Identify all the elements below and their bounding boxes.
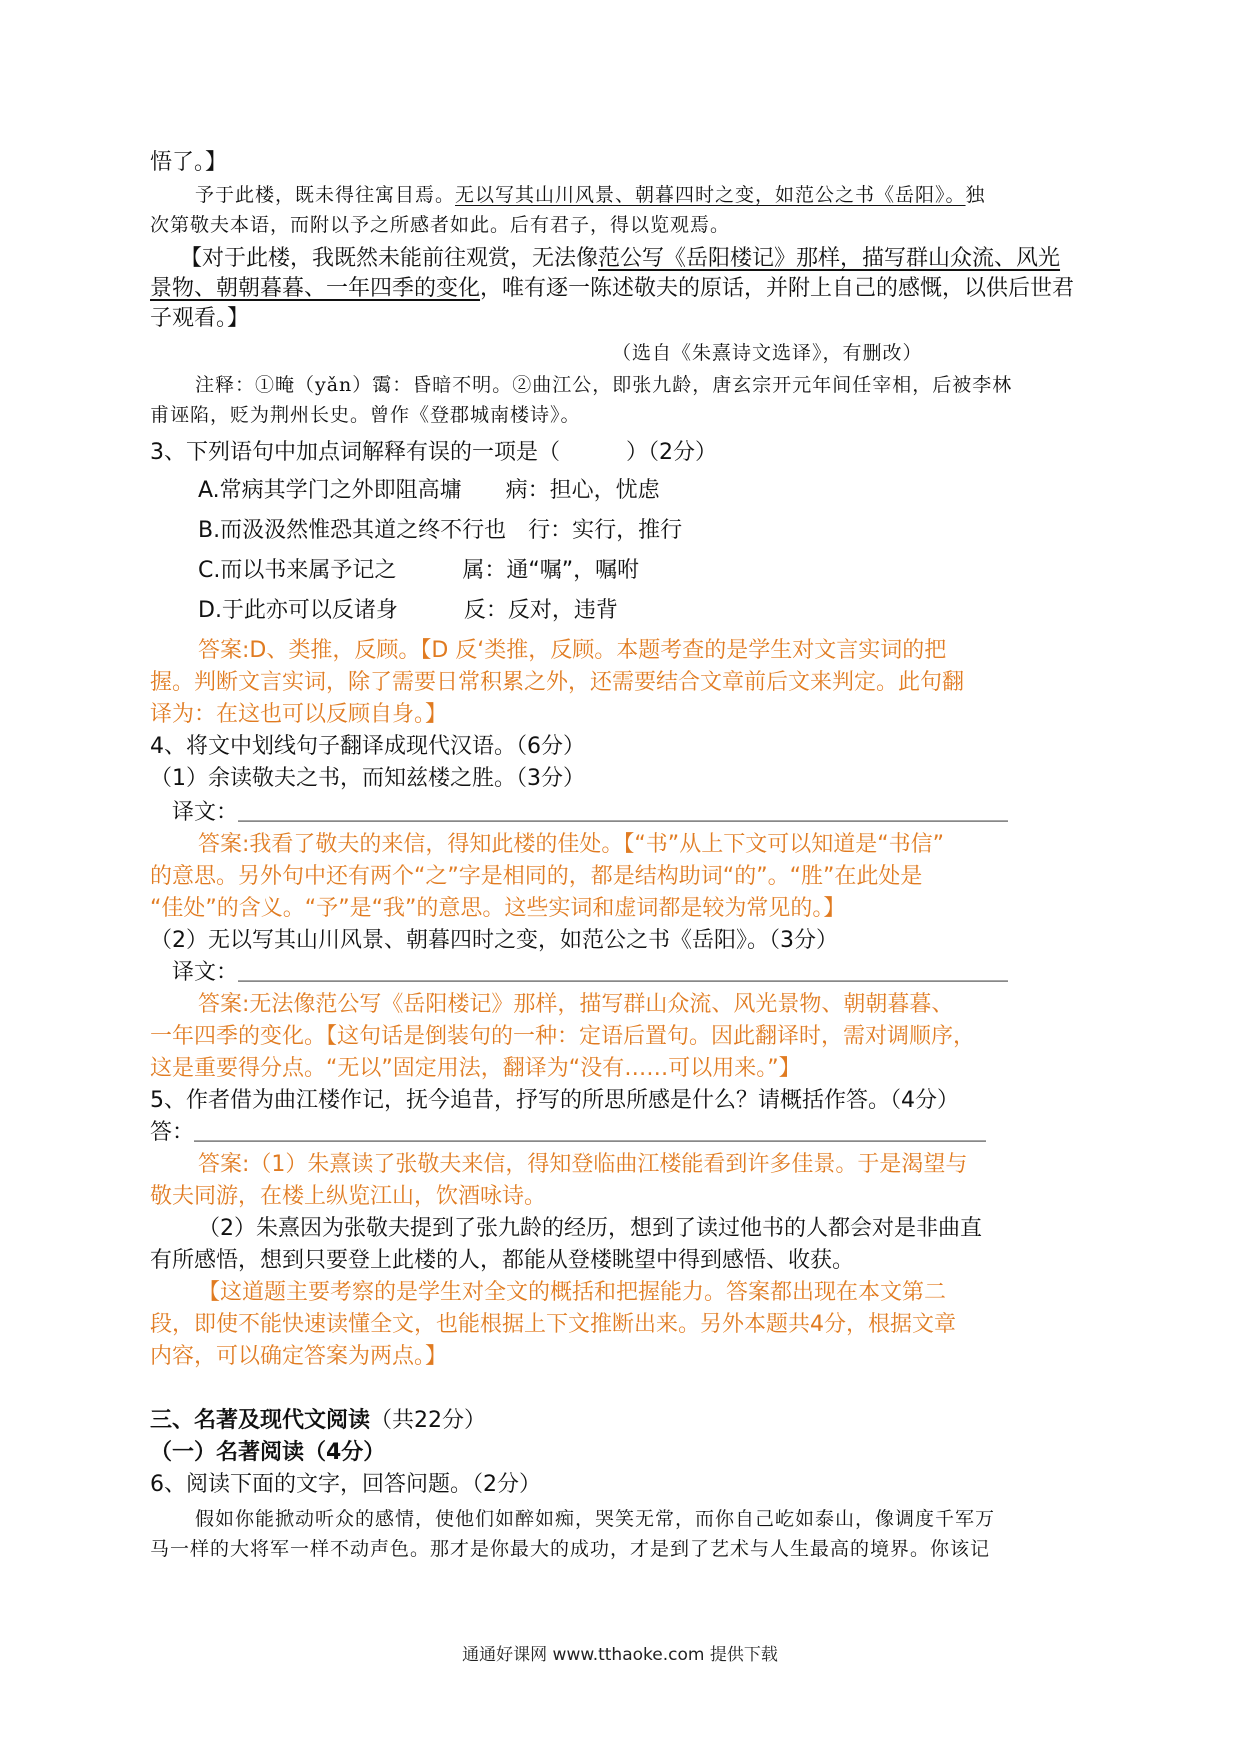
text-line: 次第敬夫本语，而附以予之所感者如此。后有君子，得以览观焉。 <box>150 214 731 236</box>
answer-line: 的意思。另外句中还有两个“之”字是相同的，都是结构助词“的”。“胜”在此处是 <box>150 864 923 889</box>
answer-line: 一年四季的变化。【这句话是倒装句的一种：定语后置句。因此翻译时，需对调顺序， <box>150 1024 976 1049</box>
page-footer: 通通好课网 www.tthaoke.com 提供下载 <box>462 1645 778 1665</box>
option-a: A.常病其学门之外即阻高墉 病：担心，忧虑 <box>198 478 660 503</box>
option-d: D.于此亦可以反诸身 反：反对，违背 <box>198 598 618 623</box>
question-4: 4、将文中划线句子翻译成现代汉语。（6分） <box>150 734 585 759</box>
subsection-heading: （一）名著阅读（4分） <box>150 1440 386 1465</box>
question-3: 3、下列语句中加点词解释有误的一项是（ ）（2分） <box>150 440 717 465</box>
annotation-line: 甫诬陷，贬为荆州长史。曾作《登郡城南楼诗》。 <box>150 404 581 426</box>
answer-line: 有所感悟，想到只要登上此楼的人，都能从登楼眺望中得到感悟、收获。 <box>150 1248 855 1273</box>
question-4-1: （1）余读敬夫之书，而知兹楼之胜。（3分） <box>150 766 585 791</box>
translation-blank: 译文：＿＿＿＿＿＿＿＿＿＿＿＿＿＿＿＿＿＿＿＿＿＿＿＿＿＿＿＿＿＿＿＿＿＿＿ <box>172 960 1009 985</box>
answer-line: （2）朱熹因为张敬夫提到了张九龄的经历，想到了读过他书的人都会对是非曲直 <box>198 1216 982 1241</box>
answer-line: 握。判断文言实词，除了需要日常积累之外，还需要结合文章前后文来判定。此句翻 <box>150 670 965 695</box>
text-line: 【对于此楼，我既然未能前往观赏，无法像范公写《岳阳楼记》那样，描写群山众流、风光 <box>180 246 1061 271</box>
answer-line: 答案:我看了敬夫的来信，得知此楼的佳处。【“书”从上下文可以知道是“书信” <box>198 832 945 857</box>
option-b: B.而汲汲然惟恐其道之终不行也 行：实行，推行 <box>198 518 683 543</box>
text-line: 予于此楼，既未得往寓目焉。无以写其山川风景、朝暮四时之变，如范公之书《岳阳》。独 <box>195 184 986 206</box>
answer-line: 敬夫同游，在楼上纵览江山，饮酒咏诗。 <box>150 1184 547 1209</box>
question-6: 6、阅读下面的文字，回答问题。（2分） <box>150 1472 541 1497</box>
answer-line: 译为：在这也可以反顾自身。】 <box>150 702 448 727</box>
answer-line: 内容，可以确定答案为两点。】 <box>150 1344 448 1369</box>
reading-passage-line: 马一样的大将军一样不动声色。那才是你最大的成功，才是到了艺术与人生最高的境界。你该记 <box>150 1538 991 1560</box>
answer-line: 答案:无法像范公写《岳阳楼记》那样，描写群山众流、风光景物、朝朝暮暮、 <box>198 992 954 1017</box>
text-line: 子观看。】 <box>150 306 250 331</box>
answer-line: 答案:（1）朱熹读了张敬夫来信，得知登临曲江楼能看到许多佳景。于是渴望与 <box>198 1152 968 1177</box>
answer-line: 这是重要得分点。“无以”固定用法，翻译为“没有……可以用来。”】 <box>150 1056 801 1081</box>
answer-line: “佳处”的含义。“予”是“我”的意思。这些实词和虚词都是较为常见的。】 <box>150 896 846 921</box>
answer-line: 段，即使不能快速读懂全文，也能根据上下文推断出来。另外本题共4分，根据文章 <box>150 1312 956 1337</box>
text-line: 景物、朝朝暮暮、一年四季的变化，唯有逐一陈述敬夫的原话，并附上自己的感慨，以供后世君 <box>150 276 1075 301</box>
question-4-2: （2）无以写其山川风景、朝暮四时之变，如范公之书《岳阳》。（3分） <box>150 928 838 953</box>
annotation-line: 注释：①晻（yǎn）霭：昏暗不明。②曲江公，即张九龄，唐玄宗开元年间任宰相，后被李林 <box>195 374 1013 396</box>
reading-passage-line: 假如你能掀动听众的感情，使他们如醉如痴，哭笑无常，而你自己屹如泰山，像调度千军万 <box>195 1508 996 1530</box>
translation-blank: 译文：＿＿＿＿＿＿＿＿＿＿＿＿＿＿＿＿＿＿＿＿＿＿＿＿＿＿＿＿＿＿＿＿＿＿＿ <box>172 800 1009 825</box>
question-5: 5、作者借为曲江楼作记，抚今追昔，抒写的所思所感是什么？请概括作答。（4分） <box>150 1088 959 1113</box>
section-heading: 三、名著及现代文阅读（共22分） <box>150 1408 487 1433</box>
answer-line: 【这道题主要考察的是学生对全文的概括和把握能力。答案都出现在本文第二 <box>198 1280 947 1305</box>
text-line: 悟了。】 <box>150 150 228 175</box>
source-note: （选自《朱熹诗文选译》，有删改） <box>612 342 923 364</box>
answer-blank: 答：＿＿＿＿＿＿＿＿＿＿＿＿＿＿＿＿＿＿＿＿＿＿＿＿＿＿＿＿＿＿＿＿＿＿＿＿ <box>150 1120 987 1145</box>
answer-line: 答案:D、类推，反顾。【D 反‘类推，反顾。本题考查的是学生对文言实词的把 <box>198 638 947 663</box>
option-c: C.而以书来属予记之 属：通“嘱”，嘱咐 <box>198 558 640 583</box>
